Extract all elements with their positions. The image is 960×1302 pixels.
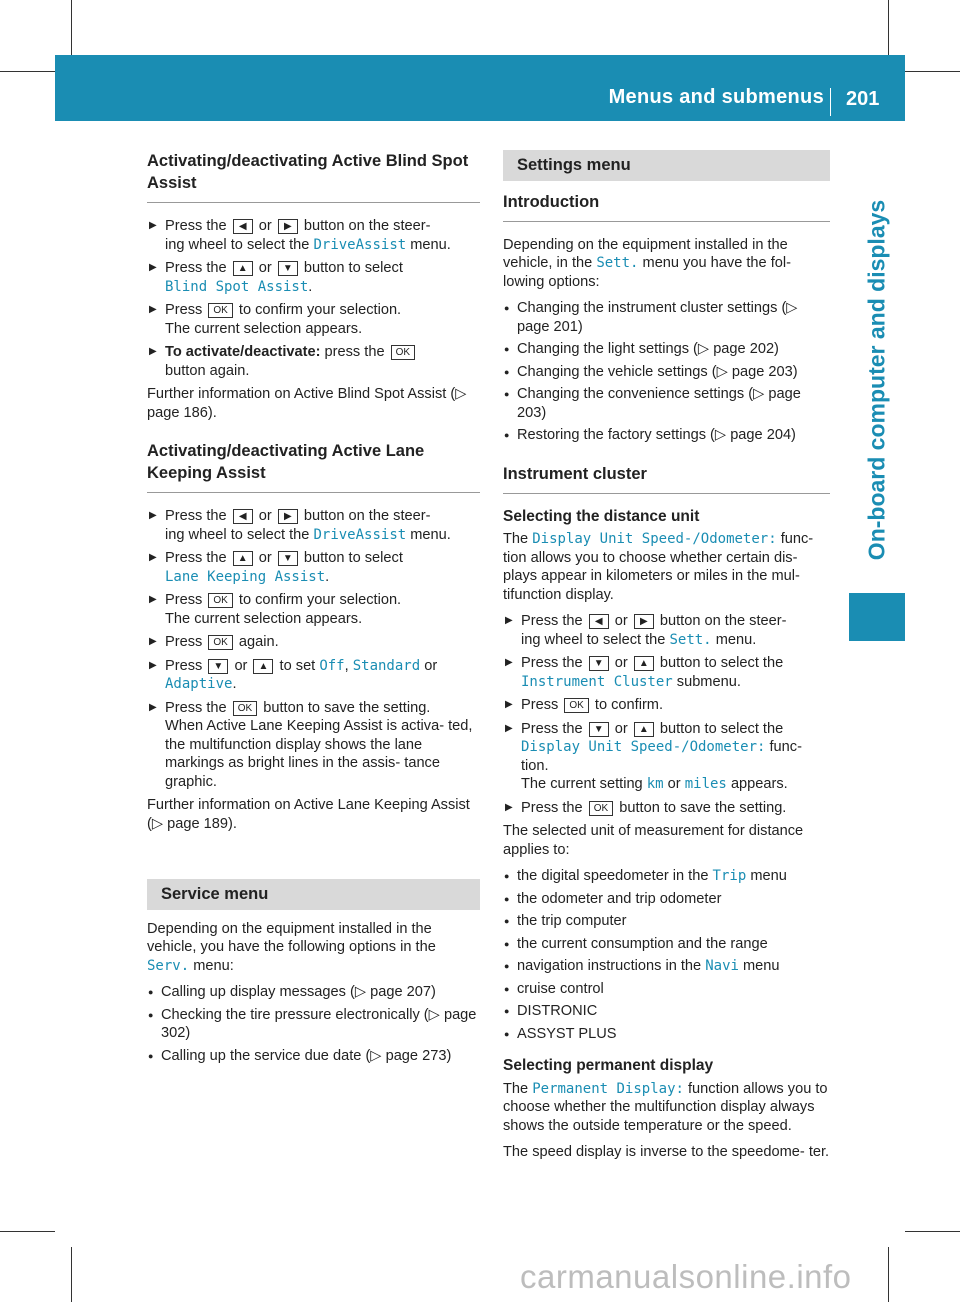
step: ▶ Press the ◀ or ▶ button on the steer- ing wheel to select the DriveAssist menu.	[147, 217, 480, 254]
left-column	[147, 150, 480, 1069]
step: ▶ Press ▼ or ▲ to set Off, Standard or Adaptive.	[147, 657, 480, 694]
list-item: ● DISTRONIC	[503, 1002, 830, 1021]
list-item: ● Changing the instrument cluster settings (▷ page 201)	[503, 299, 830, 336]
list-item: ● Changing the vehicle settings (▷ page 203)	[503, 363, 830, 382]
step: ▶ Press OK to confirm.	[503, 696, 830, 715]
service-intro: Depending on the equipment installed in the vehicle, you have the following options in the Serv. menu:	[147, 920, 436, 974]
left-arrow-icon: ◀	[589, 614, 609, 629]
watermark: carmanualsonline.info	[520, 1258, 852, 1295]
crop-mark	[71, 0, 72, 55]
crop-mark	[0, 1231, 55, 1232]
left-arrow-icon: ◀	[233, 509, 253, 524]
crop-mark	[905, 1231, 960, 1232]
section-heading-instrument-cluster: Instrument cluster	[503, 463, 830, 494]
crop-mark	[0, 71, 55, 72]
side-tab-marker	[849, 593, 905, 641]
list-item: ● Changing the light settings (▷ page 202)	[503, 340, 830, 359]
ok-key-icon: OK	[233, 701, 257, 716]
right-column	[503, 150, 830, 1170]
list-item: ● ASSYST PLUS	[503, 1025, 830, 1044]
list-item: ● the odometer and trip odometer	[503, 890, 830, 909]
step: ▶ Press the OK button to save the setting. When Active Lane Keeping Assist is activa- ted, the multifunction display shows the lane markings as bright lines in the assis- tance graphic.	[147, 699, 480, 792]
list-item: ● Calling up the service due date (▷ page 273)	[147, 1047, 480, 1066]
subheading-distance-unit: Selecting the distance unit	[503, 507, 700, 525]
ok-key-icon: OK	[589, 801, 613, 816]
up-arrow-icon: ▲	[233, 261, 253, 276]
list-item: ● cruise control	[503, 980, 830, 999]
info-text: Further information on Active Blind Spot Assist (▷ page 186).	[147, 386, 467, 421]
page-header-title: Menus and submenus	[608, 86, 824, 108]
section-heading-introduction: Introduction	[503, 191, 830, 222]
section-band-settings: Settings menu	[503, 150, 830, 181]
info-text: Further information on Active Lane Keeping Assist (▷ page 189).	[147, 797, 470, 832]
list-item: ● navigation instructions in the Navi menu	[503, 957, 830, 976]
step: ▶ Press the ◀ or ▶ button on the steer- ing wheel to select the Sett. menu.	[503, 612, 830, 649]
permanent-display-text: The Permanent Display: function allows you to choose whether the multifunction display always shows the outside temperature or the speed.	[503, 1080, 828, 1134]
side-tab-label: On-board computer and displays	[863, 199, 890, 561]
left-arrow-icon: ◀	[233, 219, 253, 234]
step: ▶ Press the OK button to save the setting.	[503, 799, 830, 818]
section-heading-blind-spot: Activating/deactivating Active Blind Spot Assist	[147, 150, 480, 203]
right-arrow-icon: ▶	[278, 219, 298, 234]
step: ▶ Press the ▼ or ▲ button to select the Display Unit Speed-/Odometer: func- tion. The current setting km or miles appears.	[503, 720, 830, 794]
step: ▶ To activate/deactivate: press the OK button again.	[147, 343, 480, 380]
ok-key-icon: OK	[564, 698, 588, 713]
step: ▶ Press OK again.	[147, 633, 480, 652]
ok-key-icon: OK	[208, 303, 232, 318]
subheading-permanent-display: Selecting permanent display	[503, 1057, 714, 1074]
ok-key-icon: OK	[391, 345, 415, 360]
crop-mark	[888, 0, 889, 55]
distance-unit-text: The Display Unit Speed-/Odometer: func- tion allows you to choose whether certain dis- plays appear in kilometers or miles in the mul- tifunction display.	[503, 531, 814, 603]
step: ▶ Press the ▲ or ▼ button to select Blind Spot Assist.	[147, 259, 480, 296]
settings-intro: Depending on the equipment installed in the vehicle, in the Sett. menu you have the fol- lowing options:	[503, 236, 791, 290]
section-heading-lane-keeping: Activating/deactivating Active Lane Keeping Assist	[147, 440, 480, 493]
applies-text: The selected unit of measurement for distance applies to:	[503, 823, 804, 858]
step: ▶ Press the ▲ or ▼ button to select Lane Keeping Assist.	[147, 549, 480, 586]
up-arrow-icon: ▲	[634, 722, 654, 737]
header-divider	[830, 88, 831, 116]
ok-key-icon: OK	[208, 593, 232, 608]
list-item: ● Checking the tire pressure electronically (▷ page 302)	[147, 1006, 480, 1043]
list-item: ● the trip computer	[503, 912, 830, 931]
down-arrow-icon: ▼	[589, 722, 609, 737]
crop-mark	[905, 71, 960, 72]
step: ▶ Press the ▼ or ▲ button to select the Instrument Cluster submenu.	[503, 654, 830, 691]
up-arrow-icon: ▲	[253, 659, 273, 674]
step: ▶ Press OK to confirm your selection. The current selection appears.	[147, 591, 480, 628]
right-arrow-icon: ▶	[278, 509, 298, 524]
down-arrow-icon: ▼	[278, 261, 298, 276]
down-arrow-icon: ▼	[589, 656, 609, 671]
step: ▶ Press OK to confirm your selection. The current selection appears.	[147, 301, 480, 338]
right-arrow-icon: ▶	[634, 614, 654, 629]
section-band-service: Service menu	[147, 879, 480, 910]
up-arrow-icon: ▲	[233, 551, 253, 566]
ok-key-icon: OK	[208, 635, 232, 650]
down-arrow-icon: ▼	[208, 659, 228, 674]
up-arrow-icon: ▲	[634, 656, 654, 671]
list-item: ● Calling up display messages (▷ page 207)	[147, 983, 480, 1002]
crop-mark	[888, 1247, 889, 1302]
page-number: 201	[846, 88, 880, 110]
list-item: ● Changing the convenience settings (▷ page 203)	[503, 385, 830, 422]
crop-mark	[71, 1247, 72, 1302]
speed-display-note: The speed display is inverse to the speedome- ter.	[503, 1144, 830, 1160]
list-item: ● Restoring the factory settings (▷ page 204)	[503, 426, 830, 445]
list-item: ● the current consumption and the range	[503, 935, 830, 954]
down-arrow-icon: ▼	[278, 551, 298, 566]
list-item: ● the digital speedometer in the Trip menu	[503, 867, 830, 886]
step: ▶ Press the ◀ or ▶ button on the steer- ing wheel to select the DriveAssist menu.	[147, 507, 480, 544]
